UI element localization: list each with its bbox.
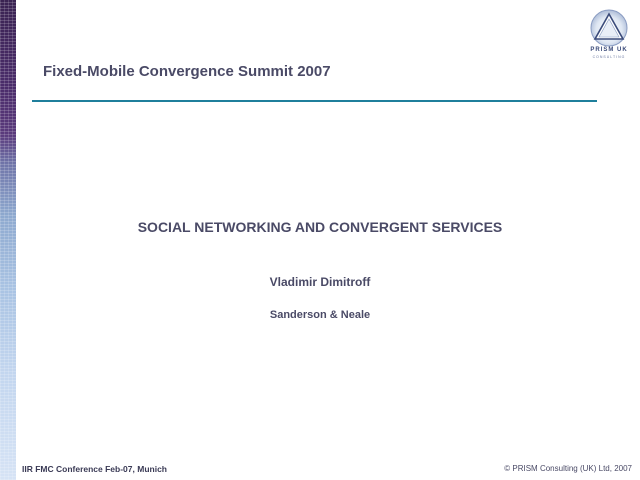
footer-copyright: © PRISM Consulting (UK) Ltd, 2007 <box>504 464 632 473</box>
footer-conference: IIR FMC Conference Feb-07, Munich <box>22 464 167 474</box>
company-logo <box>586 8 632 64</box>
logo-wordmark: PRISM UK <box>590 47 628 53</box>
logo-subtitle: CONSULTING <box>592 55 626 59</box>
header-title: Fixed-Mobile Convergence Summit 2007 <box>43 63 331 80</box>
header-divider <box>32 100 597 102</box>
prism-triangle-logo-icon <box>586 8 632 48</box>
decorative-side-strip <box>0 0 16 480</box>
presentation-title: SOCIAL NETWORKING AND CONVERGENT SERVICES <box>137 219 503 235</box>
presenter-company: Sanderson & Neale <box>269 309 371 321</box>
presenter-name: Vladimir Dimitroff <box>269 275 371 289</box>
